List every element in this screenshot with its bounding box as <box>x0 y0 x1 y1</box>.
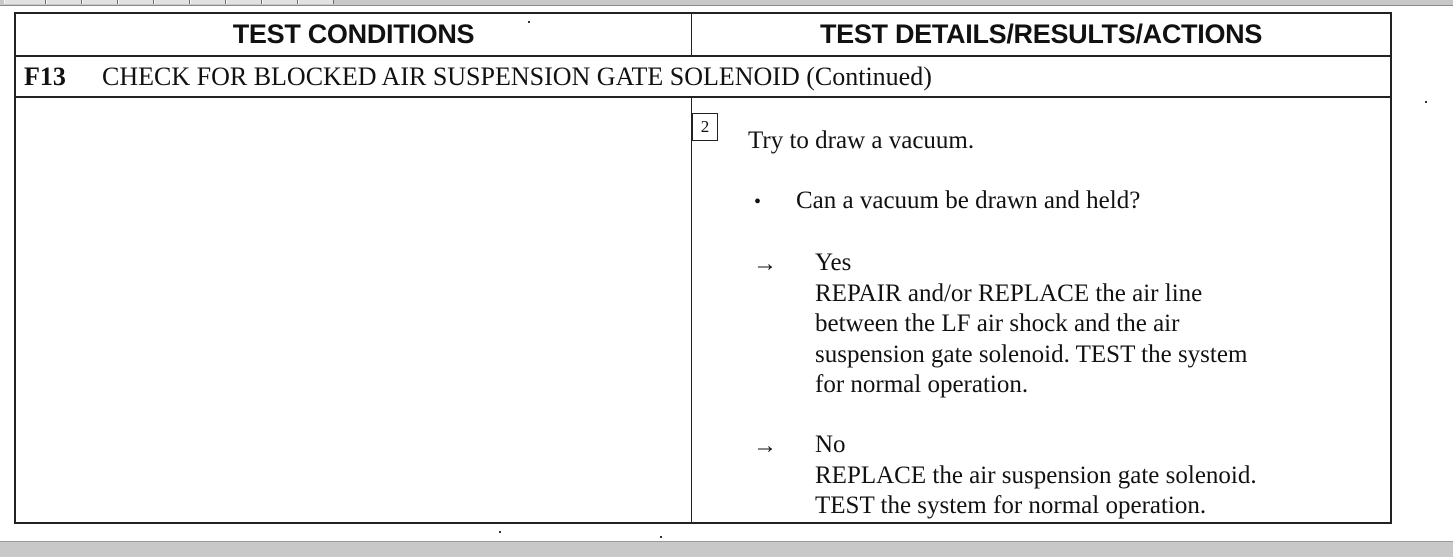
arrow-right-icon: → <box>753 433 777 459</box>
test-title: CHECK FOR BLOCKED AIR SUSPENSION GATE SOLENOID (Continued) <box>102 62 932 91</box>
toolbar-tab[interactable] <box>298 0 334 4</box>
toolbar-tab[interactable] <box>4 0 46 4</box>
bullet-icon: • <box>754 191 762 213</box>
step-instruction: Try to draw a vacuum. <box>748 127 975 154</box>
test-id: F13 <box>24 62 66 91</box>
toolbar-tab[interactable] <box>46 0 82 4</box>
step-question: Can a vacuum be drawn and held? <box>796 187 1141 214</box>
answer-line: TEST the system for normal operation. <box>815 492 1207 519</box>
test-title-row <box>24 57 932 96</box>
answer-yes <box>815 248 1247 401</box>
toolbar-tab[interactable] <box>154 0 190 4</box>
header-test-conditions: TEST CONDITIONS <box>232 19 475 49</box>
column-divider <box>691 14 692 56</box>
toolbar-tab[interactable] <box>226 0 262 4</box>
title-rule <box>16 96 1390 98</box>
answer-line: for normal operation. <box>815 371 1029 398</box>
answer-line: between the LF air shock and the air <box>815 310 1180 337</box>
answer-label: Yes <box>815 249 852 276</box>
bottom-status-bar <box>0 541 1453 557</box>
step-number-box: 2 <box>692 113 718 141</box>
scan-speck <box>1425 101 1427 103</box>
scan-speck <box>499 531 501 533</box>
column-divider <box>691 98 692 522</box>
answer-label: No <box>815 431 846 458</box>
toolbar-tab[interactable] <box>118 0 154 4</box>
toolbar-tab[interactable] <box>82 0 118 4</box>
answer-no <box>815 430 1257 522</box>
scan-speck <box>660 536 662 538</box>
arrow-right-icon: → <box>753 251 777 277</box>
answer-line: REPAIR and/or REPLACE the air line <box>815 279 1203 307</box>
toolbar-strip <box>0 0 1453 6</box>
header-test-details: TEST DETAILS/RESULTS/ACTIONS <box>819 19 1263 49</box>
answer-line: REPLACE the air suspension gate solenoid. <box>815 461 1257 489</box>
toolbar-tab[interactable] <box>190 0 226 4</box>
diagnostic-table <box>14 12 1392 524</box>
answer-line: suspension gate solenoid. TEST the system <box>815 340 1248 368</box>
toolbar-tab[interactable] <box>262 0 298 4</box>
scan-speck <box>528 21 530 23</box>
